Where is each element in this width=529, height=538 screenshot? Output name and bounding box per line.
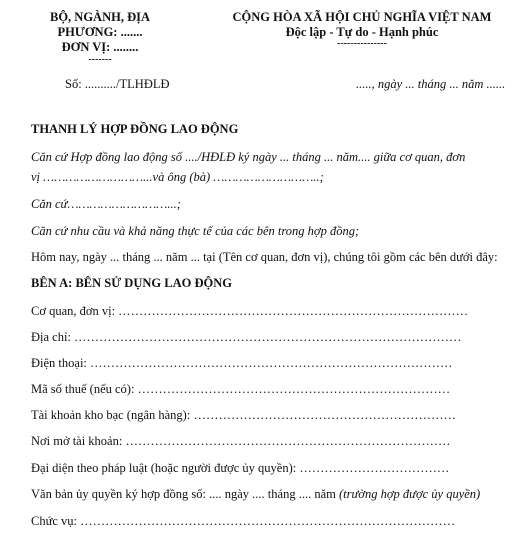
field-phone: Điện thoại: …………………………………………………………………………… <box>31 356 453 370</box>
field-tax-code: Mã số thuế (nếu có): ………………………………………………………………… <box>31 382 451 396</box>
basis-contract-line1: Căn cứ Hợp đồng lao động số ..../HĐLĐ ký ngày ... tháng ... năm.... giữa cơ quan, đơn <box>31 150 466 164</box>
field-address: Địa chỉ: ………………………………………………………………………………… <box>31 330 462 344</box>
field-agency: Cơ quan, đơn vị: ………………………………………………………………………… <box>31 304 469 318</box>
party-a-heading: BÊN A: BÊN SỬ DỤNG LAO ĐỘNG <box>31 276 232 290</box>
document-number: Số: ........../TLHĐLĐ <box>65 77 170 91</box>
locality-label: PHƯƠNG: ....... <box>57 25 143 39</box>
basis-other: Căn cứ………………………...; <box>31 197 181 211</box>
basis-contract-line2: vị ………………………...và ông (bà) ………………………..; <box>31 170 324 184</box>
right-divider: --------------- <box>337 38 387 49</box>
authorization-text: Văn bản ủy quyền ký hợp đồng số: .... ngày .... tháng .... năm <box>31 487 339 501</box>
document-date: ....., ngày ... tháng ... năm ...... <box>356 77 506 91</box>
field-treasury-account: Tài khoản kho bạc (ngân hàng): ……………………………………………………… <box>31 408 456 422</box>
intro-paragraph: Hôm nay, ngày ... tháng ... năm ... tại (Tên cơ quan, đơn vị), chúng tôi gồm các bên dưới đây: <box>31 250 498 264</box>
document-title: THANH LÝ HỢP ĐỒNG LAO ĐỘNG <box>31 122 239 136</box>
country-heading: CỘNG HÒA XÃ HỘI CHỦ NGHĨA VIỆT NAM <box>232 10 492 24</box>
field-position: Chức vụ: ……………………………………………………………………………… <box>31 514 456 528</box>
field-account-place: Nơi mở tài khoản: …………………………………………………………………… <box>31 434 451 448</box>
basis-needs: Căn cứ nhu cầu và khả năng thực tế của các bên trong hợp đồng; <box>31 224 360 238</box>
ministry-label: BỘ, NGÀNH, ĐỊA <box>49 10 150 24</box>
left-divider: ------- <box>88 54 112 65</box>
field-legal-representative: Đại diện theo pháp luật (hoặc người được ủy quyền): ……………………………… <box>31 461 450 475</box>
field-authorization-document <box>31 487 480 502</box>
authorization-note: (trường hợp được ủy quyền) <box>338 487 481 501</box>
unit-label: ĐƠN VỊ: ........ <box>61 40 139 54</box>
motto: Độc lập - Tự do - Hạnh phúc <box>285 25 439 39</box>
